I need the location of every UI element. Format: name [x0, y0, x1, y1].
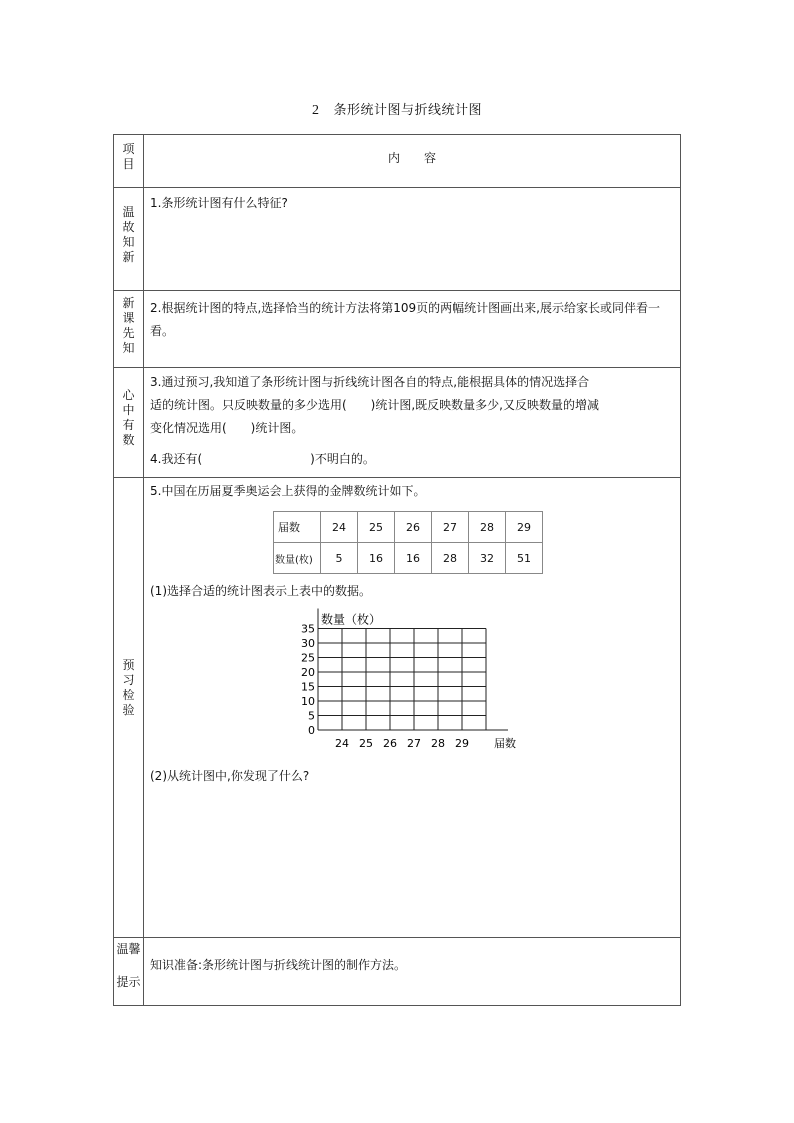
medal-cell: 28	[432, 543, 469, 574]
title-number: 2	[311, 103, 320, 118]
new-lesson-row	[114, 291, 681, 368]
x-tick-label: 25	[359, 737, 373, 750]
question-5: 5.中国在历届夏季奥运会上获得的金牌数统计如下。	[150, 484, 426, 498]
tip-label-line-1: 温馨	[116, 942, 141, 956]
y-tick-label: 30	[301, 637, 315, 650]
medal-cell: 16	[395, 543, 432, 574]
header-left-cell	[114, 135, 144, 188]
question-3	[144, 368, 680, 471]
blank-chart-grid	[290, 605, 540, 755]
tip-label-line-2: 提示	[116, 975, 141, 989]
check-label: 预习检验	[122, 657, 135, 717]
x-tick-label: 26	[383, 737, 397, 750]
mind-label: 心中有数	[122, 388, 135, 447]
mind-content-cell	[144, 368, 681, 478]
header-right-label: 内 容	[387, 151, 436, 165]
data-head-medals: 数量(枚)	[274, 543, 321, 574]
worksheet-table	[113, 134, 681, 1006]
medal-cell: 16	[358, 543, 395, 574]
session-cell: 26	[395, 512, 432, 543]
tip-text: 知识准备:条形统计图与折线统计图的制作方法。	[150, 958, 407, 972]
question-4: 4.我还有( )不明白的。	[150, 452, 375, 466]
check-label-cell	[114, 478, 144, 938]
title-text: 条形统计图与折线统计图	[333, 103, 482, 118]
sub-question-1: (1)选择合适的统计图表示上表中的数据。	[150, 584, 371, 598]
y-tick-label: 15	[301, 680, 315, 694]
sub-question-2: (2)从统计图中,你发现了什么?	[150, 769, 310, 783]
question-3-line-1: 3.通过预习,我知道了条形统计图与折线统计图各自的特点,能根据具体的情况选择合	[150, 375, 590, 389]
y-tick-label: 35	[301, 622, 315, 636]
question-2: 2.根据统计图的特点,选择恰当的统计方法将第109页的两幅统计图画出来,展示给家长或同伴看一看。	[150, 301, 660, 338]
y-tick-label: 20	[301, 666, 315, 679]
x-tick-label: 24	[335, 737, 349, 750]
session-cell: 25	[358, 512, 395, 543]
x-tick-label: 28	[431, 737, 445, 750]
medal-cell: 5	[321, 543, 358, 574]
header-row	[114, 135, 681, 188]
data-head-sessions: 届数	[274, 512, 321, 543]
page-title	[0, 99, 794, 119]
question-3-line-2: 适的统计图。只反映数量的多少选用( )统计图,既反映数量多少,又反映数量的增减	[150, 398, 599, 412]
new-lesson-content-cell	[144, 291, 681, 368]
x-tick-label: 29	[455, 737, 469, 750]
header-right-cell	[144, 135, 681, 188]
y-tick-label: 0	[308, 724, 315, 737]
data-row-sessions	[274, 512, 543, 543]
y-tick-label: 5	[308, 709, 315, 723]
question-3-line-3: 变化情况选用( )统计图。	[150, 421, 304, 435]
header-left-label: 项目	[122, 142, 135, 171]
x-tick-label: 27	[407, 737, 421, 750]
new-lesson-label: 新课先知	[122, 296, 135, 355]
review-row	[114, 188, 681, 291]
session-cell: 24	[321, 512, 358, 543]
tip-label-cell	[114, 938, 144, 1006]
tip-content-cell	[144, 938, 681, 1006]
check-row	[114, 478, 681, 938]
new-lesson-label-cell	[114, 291, 144, 368]
data-row-medals	[274, 543, 543, 574]
session-cell: 28	[469, 512, 506, 543]
medal-cell: 32	[469, 543, 506, 574]
review-label-cell	[114, 188, 144, 291]
session-cell: 29	[506, 512, 543, 543]
mind-row	[114, 368, 681, 478]
check-content-cell	[144, 478, 681, 938]
y-tick-label: 10	[301, 695, 315, 708]
session-cell: 27	[432, 512, 469, 543]
medal-data-table	[273, 511, 543, 574]
question-1: 1.条形统计图有什么特征?	[150, 196, 288, 210]
medal-cell: 51	[506, 543, 543, 574]
review-label: 温故知新	[122, 205, 135, 264]
mind-label-cell	[114, 368, 144, 478]
x-axis-label: 届数	[494, 737, 516, 750]
y-axis-label: 数量（枚）	[321, 612, 382, 627]
review-content-cell	[144, 188, 681, 291]
tip-row	[114, 938, 681, 1006]
y-tick-label: 25	[301, 651, 315, 665]
